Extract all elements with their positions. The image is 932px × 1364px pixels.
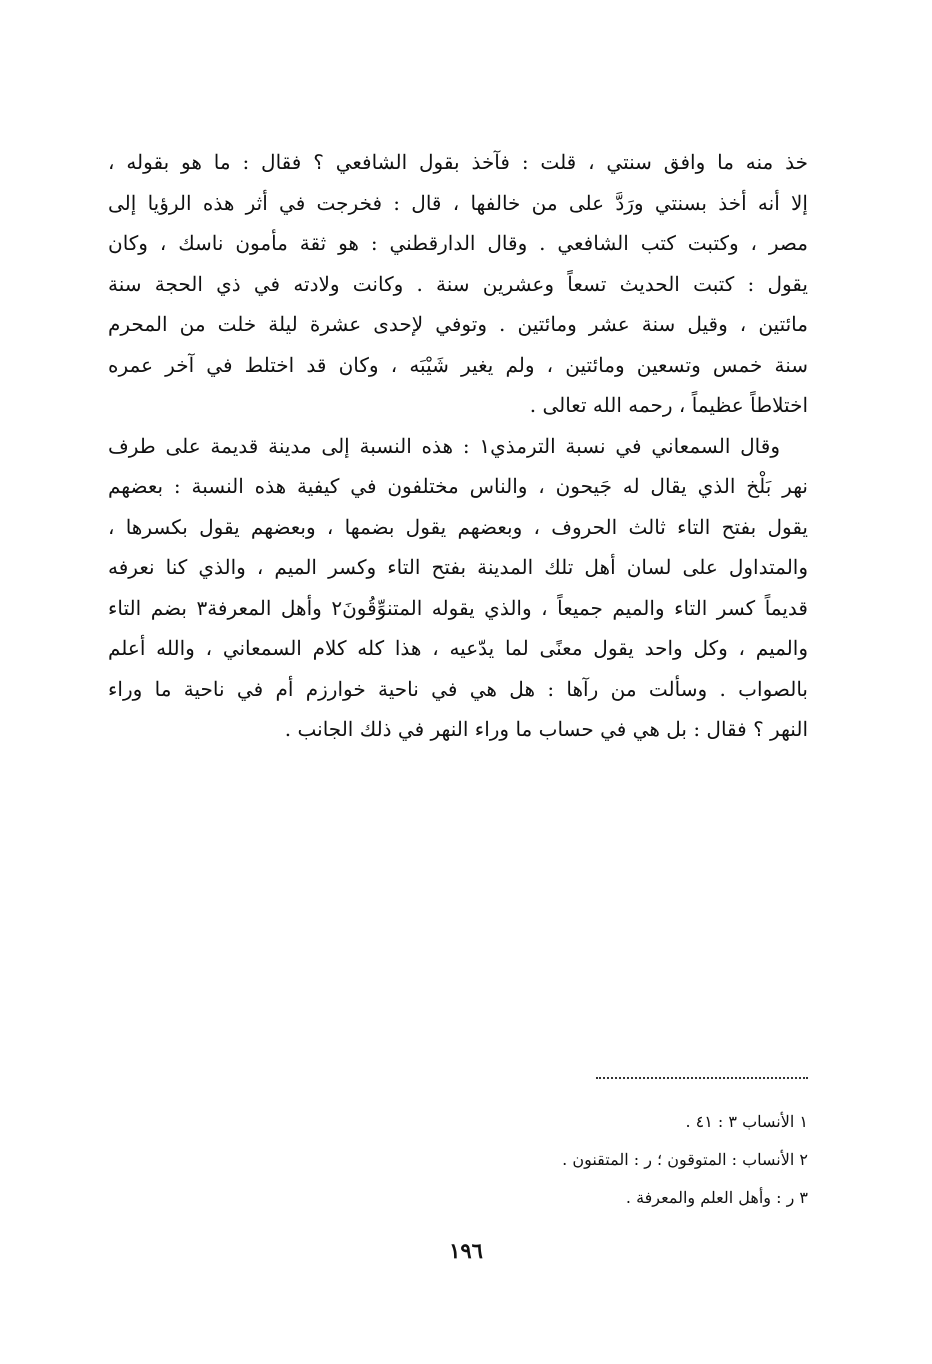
- text-line: نهر بَلْخ الذي يقال له جَيحون ، والناس مختلفون في كيفية هذه النسبة : بعضهم: [108, 474, 808, 498]
- text-line: يقول : كتبت الحديث تسعاً وعشرين سنة . وكانت ولادته في ذي الحجة سنة: [108, 271, 808, 296]
- footnote-2: ٢ الأنساب : المتوقون ؛ ر : المتقنون .: [562, 1150, 808, 1169]
- page-number: ١٩٦: [449, 1238, 483, 1263]
- text-line: خذ منه ما وافق سنتي ، قلت : فآخذ بقول الشافعي ؟ فقال : ما هو بقوله ،: [108, 150, 808, 174]
- text-line: يقول بفتح التاء ثالث الحروف ، وبعضهم يقول بضمها ، وبعضهم يقول بكسرها ،: [108, 514, 808, 539]
- text-line: مائتين ، وقيل سنة عشر ومائتين . وتوفي لإحدى عشرة ليلة خلت من المحرم: [108, 312, 808, 336]
- text-line: وقال السمعاني في نسبة الترمذي١ : هذه النسبة إلى مدينة قديمة على طرف: [108, 433, 780, 458]
- text-line: والميم ، وكل واحد يقول معنًى لما يدّعيه ، هذا كله كلام السمعاني ، والله أعلم: [108, 636, 808, 660]
- footnote-3: ٣ ر : وأهل العلم والمعرفة .: [625, 1188, 808, 1207]
- footnote-1: ١ الأنساب ٣ : ٤١ .: [685, 1112, 808, 1131]
- footnotes: [300, 1103, 808, 1217]
- text-line: بالصواب . وسألت من رآها : هل هي في ناحية خوارزم أم في ناحية ما وراء: [108, 676, 808, 701]
- text-line: النهر ؟ فقال : بل هي في حساب ما وراء النهر في ذلك الجانب .: [284, 717, 808, 741]
- main-text: [108, 142, 808, 750]
- text-line: سنة خمس وتسعين ومائتين ، ولم يغير شَيْبَه ، وكان قد اختلط في آخر عمره: [108, 352, 808, 377]
- footnote-separator: [596, 1077, 808, 1079]
- text-line: مصر ، وكتبت كتب الشافعي . وقال الدارقطني : هو ثقة مأمون ناسك ، وكان: [108, 231, 808, 255]
- text-line: اختلاطاً عظيماً ، رحمه الله تعالى .: [529, 393, 808, 417]
- text-line: والمتداول على لسان أهل تلك المدينة بفتح التاء وكسر الميم ، والذي كنا نعرفه: [108, 555, 808, 579]
- text-line: إلا أنه أخذ بسنتي ورَدَّ على من خالفها ، قال : فخرجت في أثر هذه الرؤيا إلى: [108, 190, 808, 215]
- text-line: قديماً كسر التاء والميم جميعاً ، والذي يقوله المتنوِّقُونَ٢ وأهل المعرفة٣ بضم التاء: [108, 595, 808, 620]
